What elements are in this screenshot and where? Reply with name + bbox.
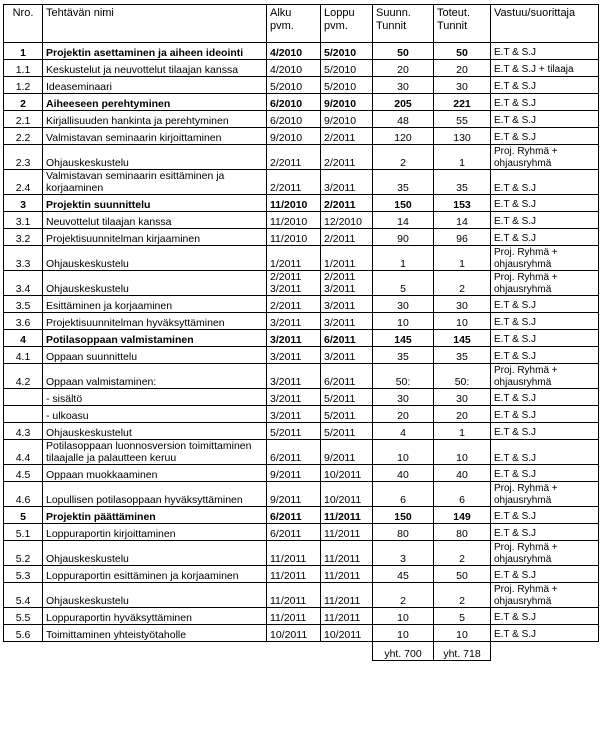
task-end-date: 11/2011 — [321, 566, 373, 583]
task-start-date: 1/2011 — [267, 246, 321, 271]
task-end-date: 5/2011 — [321, 389, 373, 406]
task-number: 3.1 — [4, 212, 43, 229]
task-end-date: 5/2010 — [321, 77, 373, 94]
task-start-date: 4/2010 — [267, 43, 321, 60]
task-start-date: 2/2011 — [267, 145, 321, 170]
task-name: Projektisuunnitelman hyväksyttäminen — [43, 313, 267, 330]
task-actual-hours: 130 — [434, 128, 491, 145]
table-row — [4, 583, 599, 608]
total-planned-hours: yht. 700 — [373, 642, 434, 661]
task-responsible: Proj. Ryhmä + ohjausryhmä — [491, 583, 599, 608]
task-actual-hours: 1 — [434, 145, 491, 170]
task-actual-hours: 2 — [434, 583, 491, 608]
task-number: 4 — [4, 330, 43, 347]
task-responsible: E.T & S.J — [491, 440, 599, 465]
task-number: 1.1 — [4, 60, 43, 77]
task-actual-hours: 80 — [434, 524, 491, 541]
task-responsible: E.T & S.J — [491, 608, 599, 625]
task-end-date: 11/2011 — [321, 507, 373, 524]
table-row — [4, 145, 599, 170]
task-number — [4, 389, 43, 406]
task-end-date: 10/2011 — [321, 465, 373, 482]
task-actual-hours: 10 — [434, 440, 491, 465]
task-planned-hours: 45 — [373, 566, 434, 583]
task-number: 2.1 — [4, 111, 43, 128]
task-planned-hours: 10 — [373, 625, 434, 642]
task-planned-hours: 30 — [373, 296, 434, 313]
task-start-date: 3/2011 — [267, 406, 321, 423]
task-planned-hours: 20 — [373, 60, 434, 77]
table-row — [4, 212, 599, 229]
task-end-date: 9/2010 — [321, 111, 373, 128]
table-row — [4, 440, 599, 465]
table-row — [4, 566, 599, 583]
task-name: Aiheeseen perehtyminen — [43, 94, 267, 111]
task-number: 3.5 — [4, 296, 43, 313]
task-name: Loppuraportin hyväksyttäminen — [43, 608, 267, 625]
task-responsible: E.T & S.J — [491, 111, 599, 128]
task-end-date: 2/2011 3/2011 — [321, 271, 373, 296]
task-planned-hours: 40 — [373, 465, 434, 482]
task-responsible: E.T & S.J + tilaaja — [491, 60, 599, 77]
task-start-date: 6/2010 — [267, 111, 321, 128]
task-planned-hours: 10 — [373, 440, 434, 465]
table-row — [4, 482, 599, 507]
header-responsible: Vastuu/suorittaja — [491, 5, 599, 43]
task-actual-hours: 50 — [434, 43, 491, 60]
task-responsible: E.T & S.J — [491, 296, 599, 313]
task-actual-hours: 1 — [434, 246, 491, 271]
task-actual-hours: 50 — [434, 566, 491, 583]
task-actual-hours: 20 — [434, 60, 491, 77]
task-number: 5.1 — [4, 524, 43, 541]
task-end-date: 2/2011 — [321, 145, 373, 170]
task-responsible: E.T & S.J — [491, 347, 599, 364]
task-number — [4, 406, 43, 423]
task-start-date: 3/2011 — [267, 313, 321, 330]
table-row — [4, 60, 599, 77]
task-name: Ohjauskeskustelut — [43, 423, 267, 440]
task-planned-hours: 3 — [373, 541, 434, 566]
task-responsible: Proj. Ryhmä + ohjausryhmä — [491, 246, 599, 271]
task-name: Oppaan suunnittelu — [43, 347, 267, 364]
task-start-date: 11/2011 — [267, 608, 321, 625]
task-number: 5.3 — [4, 566, 43, 583]
task-planned-hours: 35 — [373, 170, 434, 195]
task-start-date: 4/2010 — [267, 60, 321, 77]
task-start-date: 3/2011 — [267, 330, 321, 347]
task-name: Ideaseminaari — [43, 77, 267, 94]
task-actual-hours: 30 — [434, 77, 491, 94]
task-actual-hours: 40 — [434, 465, 491, 482]
task-start-date: 6/2011 — [267, 507, 321, 524]
task-planned-hours: 80 — [373, 524, 434, 541]
task-number: 2.4 — [4, 170, 43, 195]
task-actual-hours: 2 — [434, 271, 491, 296]
task-start-date: 6/2011 — [267, 440, 321, 465]
task-name: Kirjallisuuden hankinta ja perehtyminen — [43, 111, 267, 128]
task-end-date: 11/2011 — [321, 583, 373, 608]
task-planned-hours: 20 — [373, 406, 434, 423]
table-row — [4, 296, 599, 313]
task-name: Valmistavan seminaarin esittäminen ja korjaaminen — [43, 170, 267, 195]
table-row — [4, 229, 599, 246]
task-number: 4.3 — [4, 423, 43, 440]
task-end-date: 11/2011 — [321, 541, 373, 566]
task-responsible: E.T & S.J — [491, 313, 599, 330]
task-actual-hours: 153 — [434, 195, 491, 212]
task-start-date: 5/2011 — [267, 423, 321, 440]
task-end-date: 3/2011 — [321, 313, 373, 330]
task-name: Toimittaminen yhteistyötaholle — [43, 625, 267, 642]
table-row — [4, 406, 599, 423]
header-task-name: Tehtävän nimi — [43, 5, 267, 43]
task-actual-hours: 10 — [434, 313, 491, 330]
totals-row — [4, 642, 599, 661]
task-number: 5 — [4, 507, 43, 524]
task-number: 2.2 — [4, 128, 43, 145]
table-row — [4, 170, 599, 195]
task-planned-hours: 14 — [373, 212, 434, 229]
header-end-date: Loppu pvm. — [321, 5, 373, 43]
task-responsible: E.T & S.J — [491, 77, 599, 94]
task-number: 3.4 — [4, 271, 43, 296]
task-end-date: 5/2010 — [321, 43, 373, 60]
task-name: Ohjauskeskustelu — [43, 246, 267, 271]
task-name: Oppaan muokkaaminen — [43, 465, 267, 482]
task-actual-hours: 50: — [434, 364, 491, 389]
task-end-date: 5/2011 — [321, 406, 373, 423]
task-planned-hours: 6 — [373, 482, 434, 507]
header-row — [4, 5, 599, 43]
table-row — [4, 347, 599, 364]
table-row — [4, 330, 599, 347]
task-number: 2 — [4, 94, 43, 111]
task-responsible: Proj. Ryhmä + ohjausryhmä — [491, 271, 599, 296]
task-end-date: 10/2011 — [321, 625, 373, 642]
task-responsible: E.T & S.J — [491, 406, 599, 423]
table-row — [4, 111, 599, 128]
task-actual-hours: 35 — [434, 170, 491, 195]
task-actual-hours: 6 — [434, 482, 491, 507]
task-actual-hours: 149 — [434, 507, 491, 524]
task-responsible: E.T & S.J — [491, 229, 599, 246]
task-name: Valmistavan seminaarin kirjoittaminen — [43, 128, 267, 145]
task-start-date: 11/2011 — [267, 566, 321, 583]
header-planned-hours: Suunn. Tunnit — [373, 5, 434, 43]
task-planned-hours: 48 — [373, 111, 434, 128]
table-row — [4, 77, 599, 94]
task-name: Potilasoppaan luonnosversion toimittaminen tilaajalle ja palautteen keruu — [43, 440, 267, 465]
table-row — [4, 465, 599, 482]
task-start-date: 11/2010 — [267, 212, 321, 229]
task-planned-hours: 205 — [373, 94, 434, 111]
task-name: Projektin päättäminen — [43, 507, 267, 524]
task-name: Ohjauskeskustelu — [43, 271, 267, 296]
task-start-date: 3/2011 — [267, 364, 321, 389]
task-planned-hours: 35 — [373, 347, 434, 364]
task-number: 4.5 — [4, 465, 43, 482]
table-row — [4, 423, 599, 440]
table-row — [4, 364, 599, 389]
task-name: Keskustelut ja neuvottelut tilaajan kanssa — [43, 60, 267, 77]
task-number: 4.2 — [4, 364, 43, 389]
task-name: Ohjauskeskustelu — [43, 583, 267, 608]
task-actual-hours: 20 — [434, 406, 491, 423]
task-end-date: 11/2011 — [321, 524, 373, 541]
task-responsible: E.T & S.J — [491, 128, 599, 145]
task-end-date: 5/2010 — [321, 60, 373, 77]
task-planned-hours: 120 — [373, 128, 434, 145]
task-end-date: 2/2011 — [321, 128, 373, 145]
task-name: Ohjauskeskustelu — [43, 145, 267, 170]
task-start-date: 11/2010 — [267, 195, 321, 212]
task-end-date: 3/2011 — [321, 347, 373, 364]
task-start-date: 6/2011 — [267, 524, 321, 541]
task-name: Loppuraportin kirjoittaminen — [43, 524, 267, 541]
task-planned-hours: 4 — [373, 423, 434, 440]
task-start-date: 9/2010 — [267, 128, 321, 145]
task-number: 3 — [4, 195, 43, 212]
task-start-date: 11/2011 — [267, 541, 321, 566]
table-row — [4, 128, 599, 145]
task-actual-hours: 221 — [434, 94, 491, 111]
task-actual-hours: 5 — [434, 608, 491, 625]
task-responsible: E.T & S.J — [491, 423, 599, 440]
table-row — [4, 608, 599, 625]
task-planned-hours: 150 — [373, 507, 434, 524]
task-start-date: 5/2010 — [267, 77, 321, 94]
task-responsible: Proj. Ryhmä + ohjausryhmä — [491, 541, 599, 566]
task-planned-hours: 10 — [373, 313, 434, 330]
task-actual-hours: 30 — [434, 296, 491, 313]
task-rows — [4, 43, 599, 642]
table-row — [4, 94, 599, 111]
task-number: 3.2 — [4, 229, 43, 246]
task-start-date: 11/2011 — [267, 583, 321, 608]
task-number: 5.5 — [4, 608, 43, 625]
task-end-date: 2/2011 — [321, 229, 373, 246]
task-name: - ulkoasu — [43, 406, 267, 423]
task-actual-hours: 2 — [434, 541, 491, 566]
task-planned-hours: 30 — [373, 77, 434, 94]
task-end-date: 12/2010 — [321, 212, 373, 229]
task-actual-hours: 1 — [434, 423, 491, 440]
task-planned-hours: 1 — [373, 246, 434, 271]
task-number: 4.6 — [4, 482, 43, 507]
task-name: - sisältö — [43, 389, 267, 406]
task-planned-hours: 90 — [373, 229, 434, 246]
task-responsible: Proj. Ryhmä + ohjausryhmä — [491, 145, 599, 170]
header-nro: Nro. — [4, 5, 43, 43]
task-responsible: E.T & S.J — [491, 625, 599, 642]
task-number: 4.1 — [4, 347, 43, 364]
task-responsible: E.T & S.J — [491, 195, 599, 212]
task-end-date: 5/2011 — [321, 423, 373, 440]
total-actual-hours: yht. 718 — [434, 642, 491, 661]
task-end-date: 1/2011 — [321, 246, 373, 271]
task-name: Ohjauskeskustelu — [43, 541, 267, 566]
task-actual-hours: 14 — [434, 212, 491, 229]
task-name: Projektin asettaminen ja aiheen ideointi — [43, 43, 267, 60]
task-name: Projektin suunnittelu — [43, 195, 267, 212]
task-number: 5.6 — [4, 625, 43, 642]
task-responsible: E.T & S.J — [491, 43, 599, 60]
task-end-date: 9/2010 — [321, 94, 373, 111]
task-actual-hours: 96 — [434, 229, 491, 246]
task-number: 5.2 — [4, 541, 43, 566]
task-responsible: E.T & S.J — [491, 94, 599, 111]
task-responsible: E.T & S.J — [491, 524, 599, 541]
task-planned-hours: 2 — [373, 145, 434, 170]
task-start-date: 2/2011 — [267, 296, 321, 313]
task-start-date: 11/2010 — [267, 229, 321, 246]
task-name: Loppuraportin esittäminen ja korjaaminen — [43, 566, 267, 583]
task-name: Esittäminen ja korjaaminen — [43, 296, 267, 313]
task-end-date: 11/2011 — [321, 608, 373, 625]
task-responsible: E.T & S.J — [491, 212, 599, 229]
task-planned-hours: 2 — [373, 583, 434, 608]
task-number: 1 — [4, 43, 43, 60]
table-row — [4, 625, 599, 642]
task-planned-hours: 10 — [373, 608, 434, 625]
task-start-date: 9/2011 — [267, 482, 321, 507]
task-responsible: E.T & S.J — [491, 566, 599, 583]
task-name: Oppaan valmistaminen: — [43, 364, 267, 389]
task-name: Projektisuunnitelman kirjaaminen — [43, 229, 267, 246]
task-start-date: 6/2010 — [267, 94, 321, 111]
task-end-date: 3/2011 — [321, 296, 373, 313]
task-start-date: 2/2011 3/2011 — [267, 271, 321, 296]
task-number: 4.4 — [4, 440, 43, 465]
task-end-date: 6/2011 — [321, 330, 373, 347]
task-actual-hours: 35 — [434, 347, 491, 364]
task-end-date: 9/2011 — [321, 440, 373, 465]
task-name: Lopullisen potilasoppaan hyväksyttäminen — [43, 482, 267, 507]
task-name: Neuvottelut tilaajan kanssa — [43, 212, 267, 229]
task-number: 2.3 — [4, 145, 43, 170]
task-actual-hours: 30 — [434, 389, 491, 406]
task-start-date: 3/2011 — [267, 347, 321, 364]
table-row — [4, 541, 599, 566]
task-responsible: E.T & S.J — [491, 170, 599, 195]
task-planned-hours: 50 — [373, 43, 434, 60]
task-responsible: E.T & S.J — [491, 465, 599, 482]
task-number: 1.2 — [4, 77, 43, 94]
task-start-date: 2/2011 — [267, 170, 321, 195]
task-number: 3.6 — [4, 313, 43, 330]
task-end-date: 6/2011 — [321, 364, 373, 389]
task-actual-hours: 55 — [434, 111, 491, 128]
task-planned-hours: 5 — [373, 271, 434, 296]
table-row — [4, 507, 599, 524]
table-row — [4, 195, 599, 212]
task-planned-hours: 50: — [373, 364, 434, 389]
table-row — [4, 43, 599, 60]
task-responsible: E.T & S.J — [491, 507, 599, 524]
task-actual-hours: 145 — [434, 330, 491, 347]
task-responsible: E.T & S.J — [491, 389, 599, 406]
task-planned-hours: 150 — [373, 195, 434, 212]
header-actual-hours: Toteut. Tunnit — [434, 5, 491, 43]
table-row — [4, 271, 599, 296]
table-row — [4, 246, 599, 271]
task-responsible: Proj. Ryhmä + ohjausryhmä — [491, 482, 599, 507]
task-planned-hours: 30 — [373, 389, 434, 406]
task-start-date: 9/2011 — [267, 465, 321, 482]
task-number: 3.3 — [4, 246, 43, 271]
task-responsible: E.T & S.J — [491, 330, 599, 347]
project-plan-table — [3, 4, 599, 661]
table-row — [4, 389, 599, 406]
task-start-date: 10/2011 — [267, 625, 321, 642]
task-end-date: 10/2011 — [321, 482, 373, 507]
task-end-date: 3/2011 — [321, 170, 373, 195]
task-number: 5.4 — [4, 583, 43, 608]
task-start-date: 3/2011 — [267, 389, 321, 406]
header-start-date: Alku pvm. — [267, 5, 321, 43]
task-actual-hours: 10 — [434, 625, 491, 642]
task-planned-hours: 145 — [373, 330, 434, 347]
task-end-date: 2/2011 — [321, 195, 373, 212]
task-name: Potilasoppaan valmistaminen — [43, 330, 267, 347]
task-responsible: Proj. Ryhmä + ohjausryhmä — [491, 364, 599, 389]
table-row — [4, 313, 599, 330]
table-row — [4, 524, 599, 541]
